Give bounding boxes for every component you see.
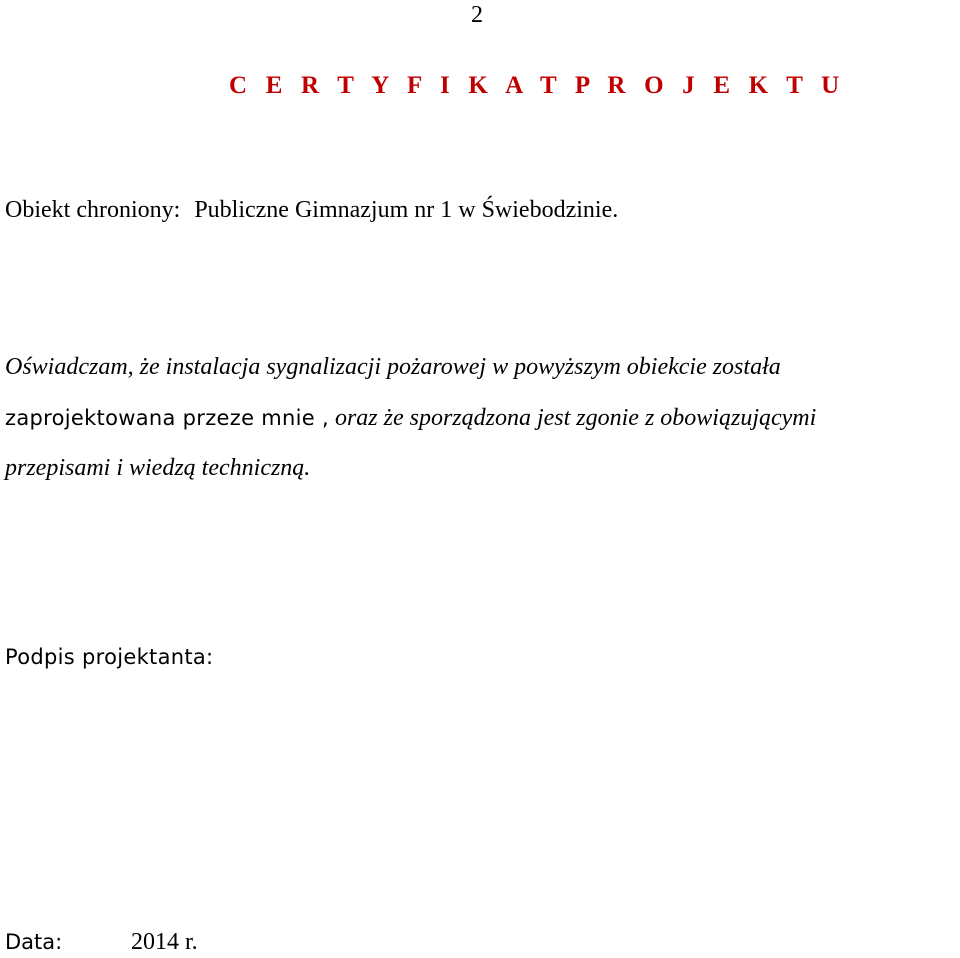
statement-line-2-part-2: oraz że sporządzona jest zgonie z obowiązującymi xyxy=(328,405,817,431)
certificate-title: C E R T Y F I K A T P R O J E K T U xyxy=(229,72,846,99)
statement-line-2 xyxy=(5,402,816,434)
date-label: Data: xyxy=(5,930,63,954)
designer-signature-label: Podpis projektanta: xyxy=(5,645,214,669)
date-value: 2014 r. xyxy=(131,929,198,955)
date-line xyxy=(5,926,198,958)
protected-object-value: Publiczne Gimnazjum nr 1 w Świebodzinie. xyxy=(194,197,619,223)
protected-object-label: Obiekt chroniony: xyxy=(5,197,181,223)
protected-object-line xyxy=(5,194,618,226)
statement-line-1: Oświadczam, że instalacja sygnalizacji pożarowej w powyższym obiekcie została xyxy=(5,354,781,380)
statement-line-2-part-1: zaprojektowana przeze mnie , xyxy=(5,406,329,430)
page-number: 2 xyxy=(471,2,483,28)
statement-line-3: przepisami i wiedzą techniczną. xyxy=(5,455,311,481)
